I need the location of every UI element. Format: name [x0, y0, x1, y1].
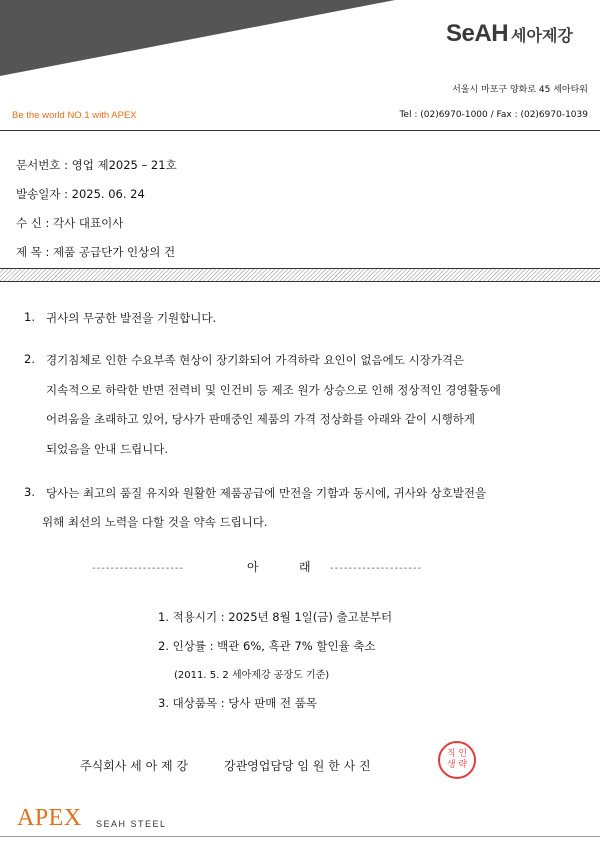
paragraph-3-number: 3.	[24, 485, 35, 499]
logo-text-en: SeAH	[446, 20, 509, 47]
notice-item-2: 2. 인상률 : 백관 6%, 흑관 7% 할인율 축소	[158, 639, 376, 653]
subject: 제 목 : 제품 공급단가 인상의 건	[16, 245, 176, 259]
paragraph-3-line: 당사는 최고의 품질 유지와 원활한 제품공급에 만전을 기함과 동시에, 귀사와 상호발전을	[46, 486, 487, 500]
notice-dashes-right: --------------------	[330, 563, 423, 574]
send-date: 발송일자 : 2025. 06. 24	[16, 187, 145, 201]
apex-logo: APEX	[17, 805, 82, 831]
slogan: Be the world NO.1 with APEX	[12, 110, 137, 121]
notice-label-a: 아	[247, 560, 259, 574]
paragraph-1-line: 귀사의 무궁한 발전을 기원합니다.	[46, 311, 217, 325]
notice-item-3: 3. 대상품목 : 당사 판매 전 품목	[158, 696, 317, 710]
signature-dept: 강관영업담당 임 원 한 사 진	[224, 759, 371, 773]
paragraph-2-line: 경기침체로 인한 수요부족 현상이 장기화되어 가격하락 요인이 없음에도 시장가격은	[46, 353, 465, 367]
paragraph-2-line: 지속적으로 하락한 반면 전력비 및 인건비 등 제조 원가 상승으로 인해 정상적인 경영활동에	[46, 383, 501, 397]
logo-text-ko: 세아제강	[511, 26, 573, 45]
company-logo	[446, 20, 573, 48]
paragraph-1-number: 1.	[24, 310, 35, 324]
apex-logo-subtitle: SEAH STEEL	[96, 819, 167, 829]
company-address: 서울시 마포구 양화로 45 세아타워	[452, 85, 588, 95]
notice-dashes-left: --------------------	[92, 563, 185, 574]
notice-label-b: 래	[299, 560, 311, 574]
contact-numbers: Tel : (02)6970-1000 / Fax : (02)6970-1039	[399, 110, 588, 120]
stamp-line-2: 생 략	[446, 760, 468, 770]
signature-company: 주식회사 세 아 제 강	[80, 759, 188, 773]
hatched-divider	[0, 268, 600, 282]
header-divider	[0, 130, 600, 131]
paragraph-2-line: 어려움을 초래하고 있어, 당사가 판매중인 제품의 가격 정상화를 아래와 같이 시행하게	[46, 412, 476, 426]
paragraph-3-line: 위해 최선의 노력을 다할 것을 약속 드립니다.	[42, 515, 268, 529]
footer-divider	[0, 836, 600, 837]
paragraph-2-line: 되었음을 안내 드립니다.	[46, 442, 169, 456]
recipient: 수 신 : 각사 대표이사	[16, 216, 124, 230]
notice-item-1: 1. 적용시기 : 2025년 8월 1일(금) 출고분부터	[158, 610, 393, 624]
seal-stamp	[438, 741, 476, 779]
paragraph-2-number: 2.	[24, 352, 35, 366]
doc-number: 문서번호 : 영업 제2025 – 21호	[16, 158, 177, 172]
notice-item-2-note: (2011. 5. 2 세아제강 공장도 기준)	[174, 670, 330, 681]
stamp-line-1: 직 인	[446, 749, 468, 759]
